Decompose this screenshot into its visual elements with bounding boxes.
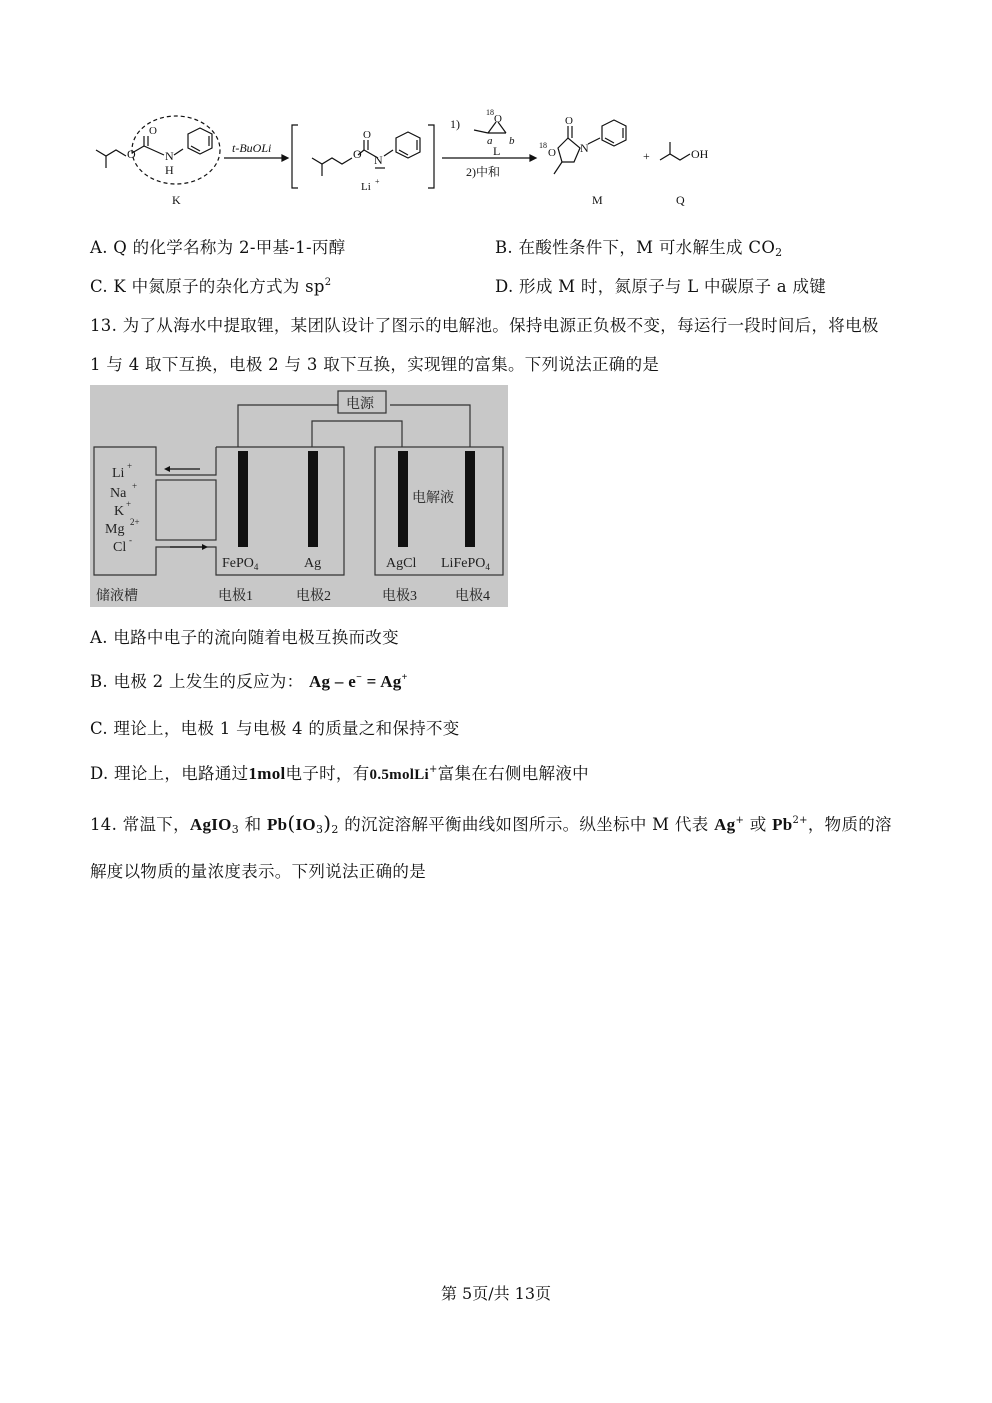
power-label: 电源 <box>346 397 374 412</box>
svg-text:18: 18 <box>486 108 494 117</box>
page-footer: 第 5页/共 13页 <box>440 1284 552 1303</box>
svg-text:OH: OH <box>691 147 709 161</box>
reaction-scheme <box>88 100 748 215</box>
svg-text:Mg: Mg <box>105 522 125 537</box>
q13-option-b: B. 电极 2 上发生的反应为： Ag – e− = Ag+ <box>90 672 408 691</box>
svg-text:Cl: Cl <box>113 540 127 555</box>
q13-option-c: C. 理论上，电极 1 与电极 4 的质量之和保持不变 <box>90 719 460 738</box>
q12-option-d: D. 形成 M 时，氮原子与 L 中碳原子 a 成键 <box>495 277 827 296</box>
electrolysis-cell-diagram <box>90 385 508 607</box>
material-lifepo4: LiFePO$_4$ <box>441 556 490 572</box>
svg-text:O: O <box>149 125 157 137</box>
q13-option-d: D. 理论上，电路通过1mol电子时，有0.5molLi+富集在右侧电解液中 <box>90 764 589 783</box>
svg-text:b: b <box>509 135 515 147</box>
svg-text:2+: 2+ <box>130 517 140 527</box>
material-agcl: AgCl <box>386 556 417 571</box>
svg-text:O: O <box>548 147 556 159</box>
material-fepo4: FePO$_4$ <box>222 556 259 572</box>
svg-text:+: + <box>643 149 650 163</box>
svg-text:-: - <box>129 535 132 545</box>
svg-text:O: O <box>494 113 502 125</box>
svg-text:+: + <box>132 481 138 491</box>
atom-o: O <box>127 147 136 161</box>
svg-text:O: O <box>363 129 371 141</box>
label-reservoir: 储液槽 <box>96 589 138 604</box>
svg-text:N: N <box>374 153 383 167</box>
svg-text:Li: Li <box>112 466 125 481</box>
label-m: M <box>592 193 603 207</box>
electrode-4 <box>465 451 475 547</box>
svg-text:K: K <box>114 504 125 519</box>
q13-option-a: A. 电路中电子的流向随着电极互换而改变 <box>90 628 399 647</box>
svg-text:+: + <box>126 499 132 509</box>
reagent-tbuoli: t-BuOLi <box>232 141 272 155</box>
q13-stem-line1: 13. 为了从海水中提取锂，某团队设计了图示的电解池。保持电源正负极不变，每运行一段时间后，将电极 <box>90 316 879 335</box>
step-2: 2)中和 <box>466 165 500 179</box>
svg-text:a: a <box>487 135 493 147</box>
q13-stem-line2: 1 与 4 取下互换，电极 2 与 3 取下互换，实现锂的富集。下列说法正确的是 <box>90 355 660 374</box>
svg-text:N: N <box>165 149 174 163</box>
svg-text:O: O <box>353 147 362 161</box>
label-l: L <box>493 144 501 158</box>
label-electrode-1: 电极1 <box>218 589 253 604</box>
electrode-1 <box>238 451 248 547</box>
q14-stem-line1: 14. 常温下，AgIO$_3$ 和 $Pb(IO_3)_2$ 的沉淀溶解平衡曲线如图所示。纵坐标中 M 代表 Ag+ 或 $Pb^{2+}$，物质的溶 <box>90 811 892 836</box>
material-ag: Ag <box>304 556 322 571</box>
label-electrode-3: 电极3 <box>382 589 417 604</box>
q14-stem-line2: 解度以物质的量浓度表示。下列说法正确的是 <box>90 862 426 881</box>
label-q: Q <box>676 193 685 207</box>
svg-text:+: + <box>127 461 133 471</box>
label-electrode-4: 电极4 <box>455 589 490 604</box>
svg-text:18: 18 <box>539 141 547 150</box>
li-plus: Li <box>361 181 371 193</box>
electrode-2 <box>308 451 318 547</box>
svg-text:Na: Na <box>110 486 127 501</box>
svg-text:N: N <box>580 141 589 155</box>
electrode-3 <box>398 451 408 547</box>
q12-option-b: B. 在酸性条件下，M 可水解生成 $CO_2$ <box>495 238 783 259</box>
q12-option-a: A. Q 的化学名称为 2-甲基-1-丙醇 <box>90 238 346 257</box>
q12-option-c: C. K 中氮原子的杂化方式为 $sp^2$ <box>90 277 332 296</box>
svg-text:+: + <box>375 177 380 186</box>
svg-text:H: H <box>165 163 174 177</box>
electrolyte-label: 电解液 <box>412 491 454 506</box>
svg-text:O: O <box>565 115 573 127</box>
label-electrode-2: 电极2 <box>296 589 331 604</box>
step-1: 1) <box>450 117 460 131</box>
label-k: K <box>172 193 181 207</box>
